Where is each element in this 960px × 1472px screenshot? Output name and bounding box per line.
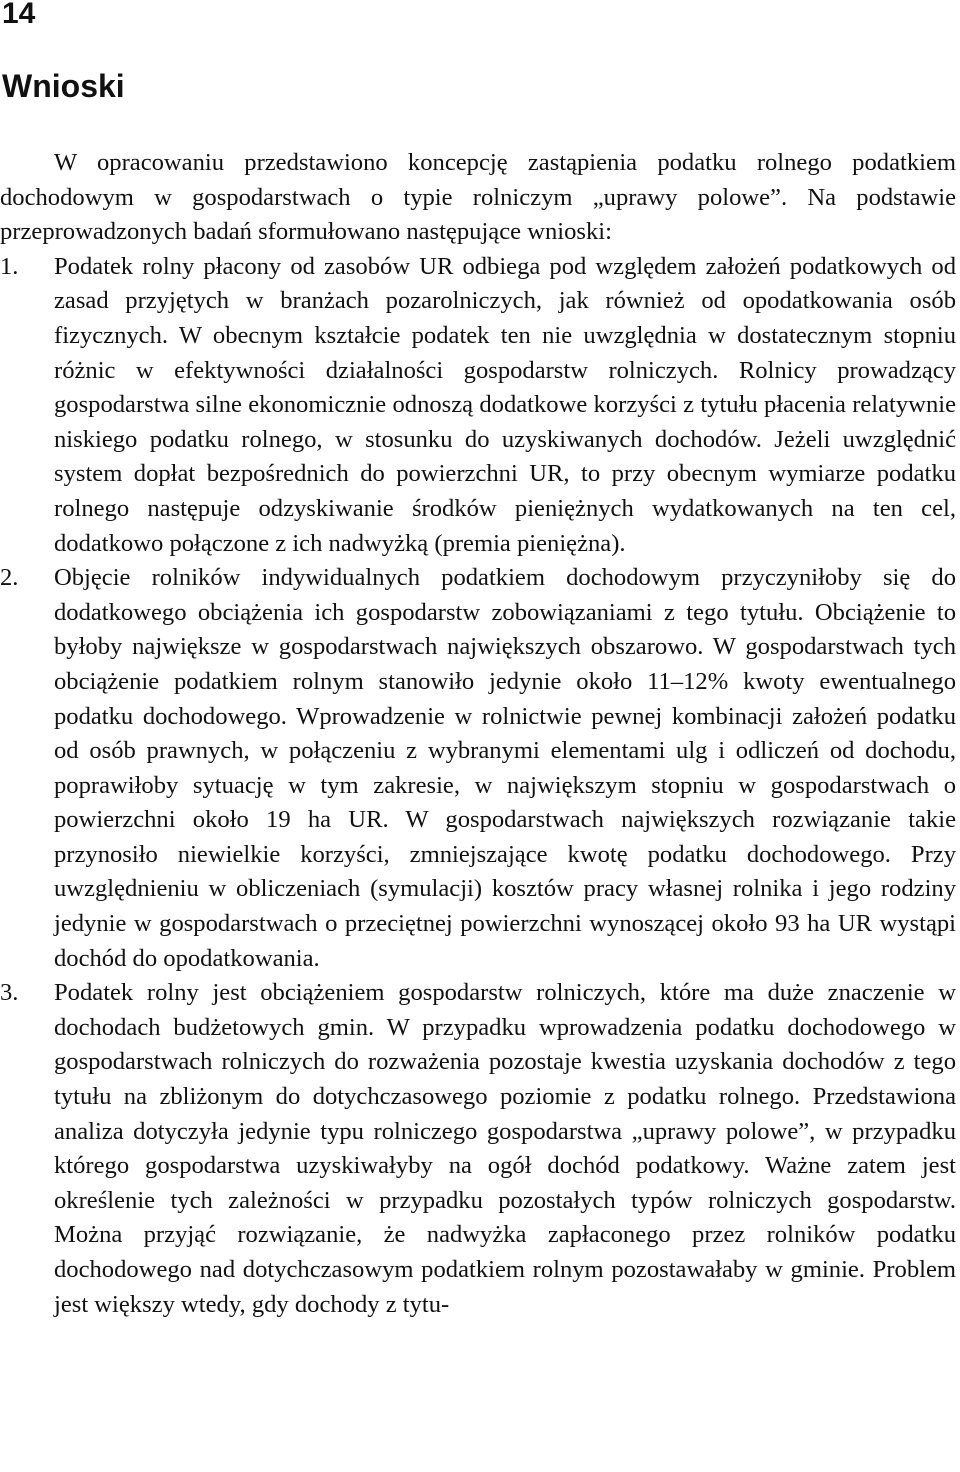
conclusion-number: 1. [0, 252, 19, 280]
chapter-title: Wnioski [2, 68, 125, 104]
conclusion-number: 3. [0, 979, 19, 1007]
conclusion-text: Podatek rolny jest obciążeniem gospodarstw rolniczych, które ma duże znaczenie w dochodach budżetowych gmin. W przypadku wprowadzenia podatku dochodowego w gospodarstwach rolniczych do rozważenia pozostaje kwestia uzyskania dochodów z tego tytułu na zbliżonym do dotychczasowego poziomie z podatku rolnego. Przedstawiona analiza dotyczyła jedynie typu rolniczego gospodarstwa „uprawy polowe”, w przypadku którego gospodarstwa uzyskiwałyby na ogół dochód podatkowy. Ważne zatem jest określenie tych zależności w przypadku pozostałych typów rolniczych gospodarstw. Można przyjąć rozwiązanie, że nadwyżka zapłaconego przez rolników podatku dochodowego nad dotychczasowym podatkiem rolnym pozostawałaby w gminie. Problem jest większy wtedy, gdy dochody z tytu- [54, 979, 956, 1318]
body-text [0, 146, 956, 1322]
conclusion-text: Podatek rolny płacony od zasobów UR odbiega pod względem założeń podatkowych od zasad przyjętych w branżach pozarolniczych, jak również od opodatkowania osób fizycznych. W obecnym kształcie podatek ten nie uwzględnia w dostatecznym stopniu różnic w efektywności działalności gospodarstw rolniczych. Rolnicy prowadzący gospodarstwa silne ekonomicznie odnoszą dodatkowe korzyści z tytułu płacenia relatywnie niskiego podatku rolnego, w stosunku do uzyskiwanych dochodów. Jeżeli uwzględnić system dopłat bezpośrednich do powierzchni UR, to przy obecnym wymiarze podatku rolnego następuje odzyskiwanie środków pieniężnych wydatkowanych na ten cel, dodatkowo połączone z ich nadwyżką (premia pieniężna). [54, 252, 956, 557]
conclusions-list [0, 250, 956, 1322]
conclusion-item-1 [0, 250, 956, 561]
page-number: 14 [2, 0, 36, 30]
intro-paragraph: W opracowaniu przedstawiono koncepcję zastąpienia podatku rolnego podatkiem dochodowym w gospodarstwach o typie rolniczym „uprawy polowe”. Na podstawie przeprowadzonych badań sformułowano następujące wnioski: [0, 149, 956, 246]
conclusion-item-3 [0, 976, 956, 1322]
conclusion-number: 2. [0, 564, 19, 592]
conclusion-item-2 [0, 561, 956, 976]
conclusion-text: Objęcie rolników indywidualnych podatkiem dochodowym przyczyniłoby się do dodatkowego obciążenia ich gospodarstw zobowiązaniami z tego tytułu. Obciążenie to byłoby największe w gospodarstwach największych obszarowo. W gospodarstwach tych obciążenie podatkiem rolnym stanowiło jedynie około 11–12% kwoty ewentualnego podatku dochodowego. Wprowadzenie w rolnictwie pewnej kombinacji założeń podatku od osób prawnych, w połączeniu z wybranymi elementami ulg i odliczeń od dochodu, poprawiłoby sytuację w tym zakresie, w największym stopniu w gospodarstwach o powierzchni około 19 ha UR. W gospodarstwach największych rozwiązanie takie przynosiło niewielkie korzyści, zmniejszające kwotę podatku dochodowego. Przy uwzględnieniu w obliczeniach (symulacji) kosztów pracy własnej rolnika i jego rodziny jedynie w gospodarstwach o przeciętnej powierzchni wynoszącej około 93 ha UR wystąpi dochód do opodatkowania. [54, 564, 956, 972]
